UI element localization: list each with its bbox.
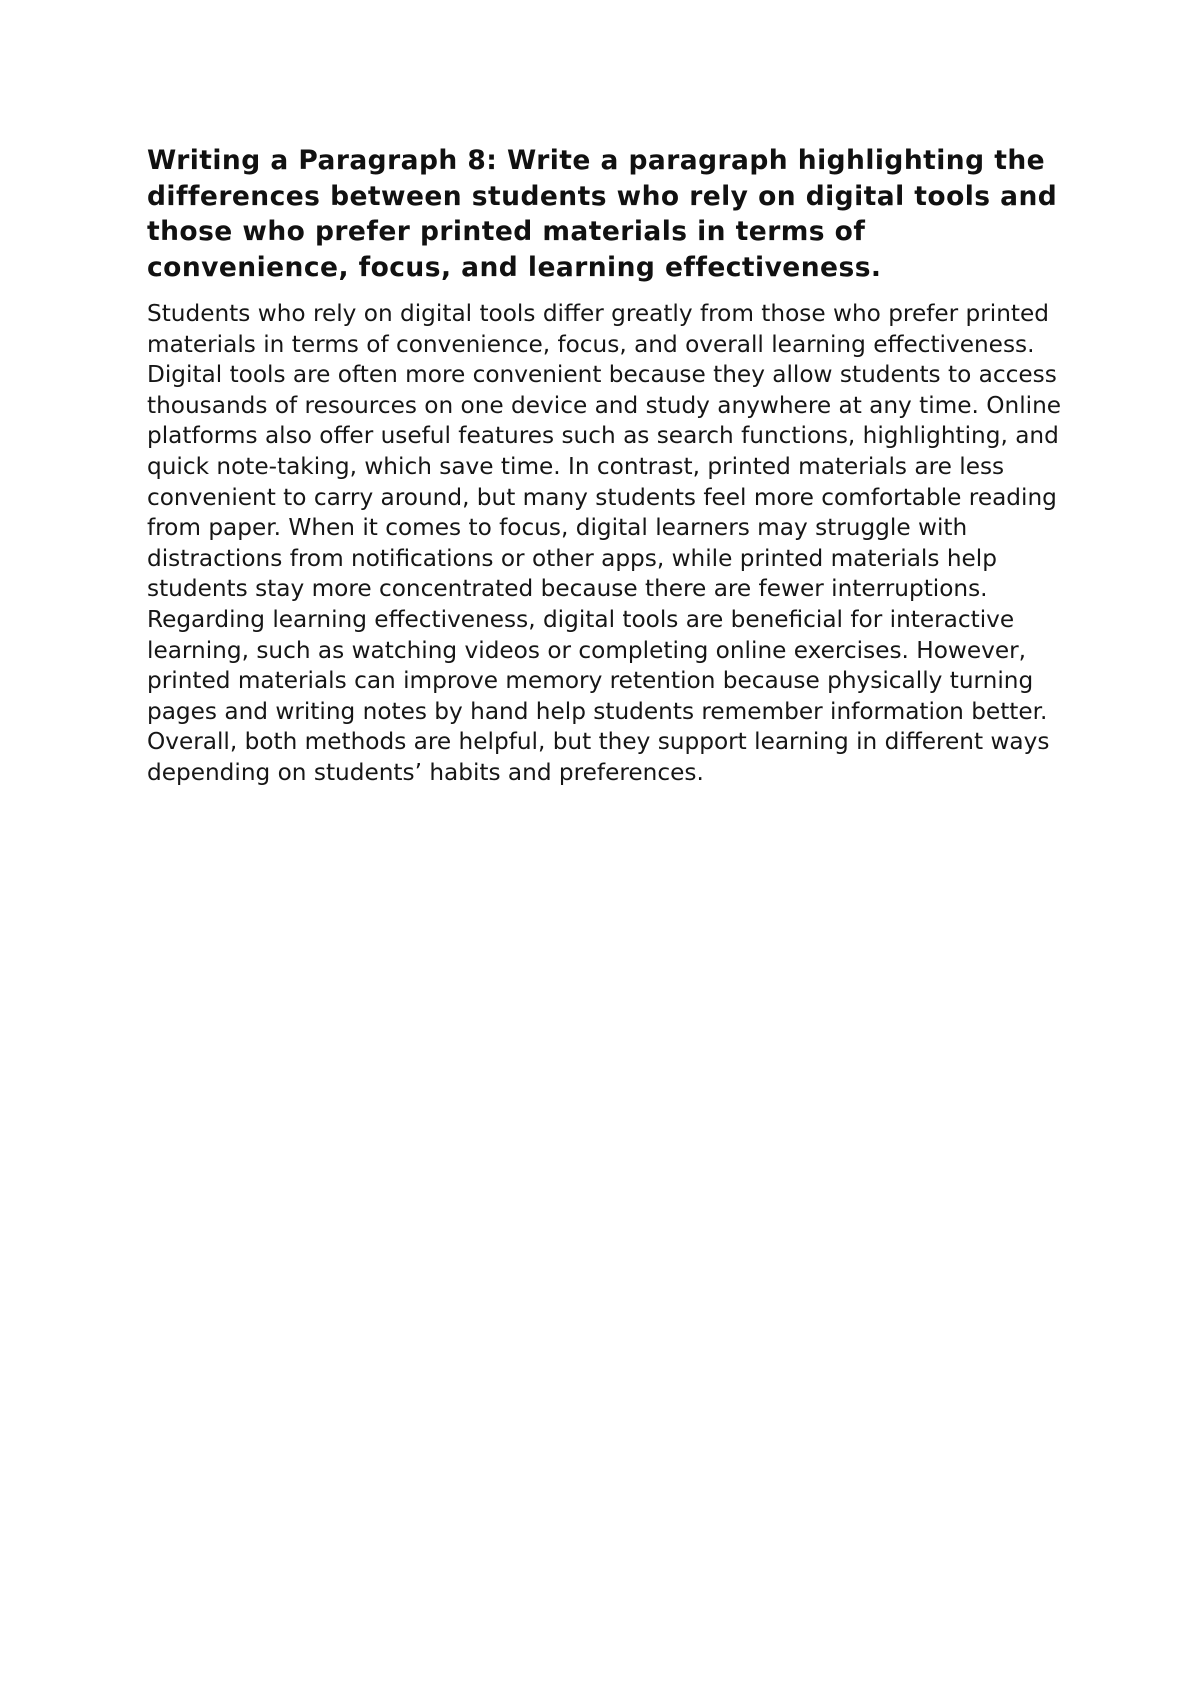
document-title: Writing a Paragraph 8: Write a paragraph highlighting the differences between students who rely on digital tools and those who prefer printed materials in terms of convenience, focus, and learning effectiveness. xyxy=(147,145,1058,283)
document-content xyxy=(147,143,1067,789)
body-paragraph: Students who rely on digital tools differ greatly from those who prefer printed materials in terms of convenience, focus, and overall learning effectiveness. Digital tools are often more convenient because they allow students to access thousands of resources on one device and study anywhere at any time. Online platforms also offer useful features such as search functions, highlighting, and quick note-taking, which save time. In contrast, printed materials are less convenient to carry around, but many students feel more comfortable reading from paper. When it comes to focus, digital learners may struggle with distractions from notifications or other apps, while printed materials help students stay more concentrated because there are fewer interruptions. Regarding learning effectiveness, digital tools are beneficial for interactive learning, such as watching videos or completing online exercises. However, printed materials can improve memory retention because physically turning pages and writing notes by hand help students remember information better. Overall, both methods are helpful, but they support learning in different ways depending on students’ habits and preferences. xyxy=(147,300,1062,786)
